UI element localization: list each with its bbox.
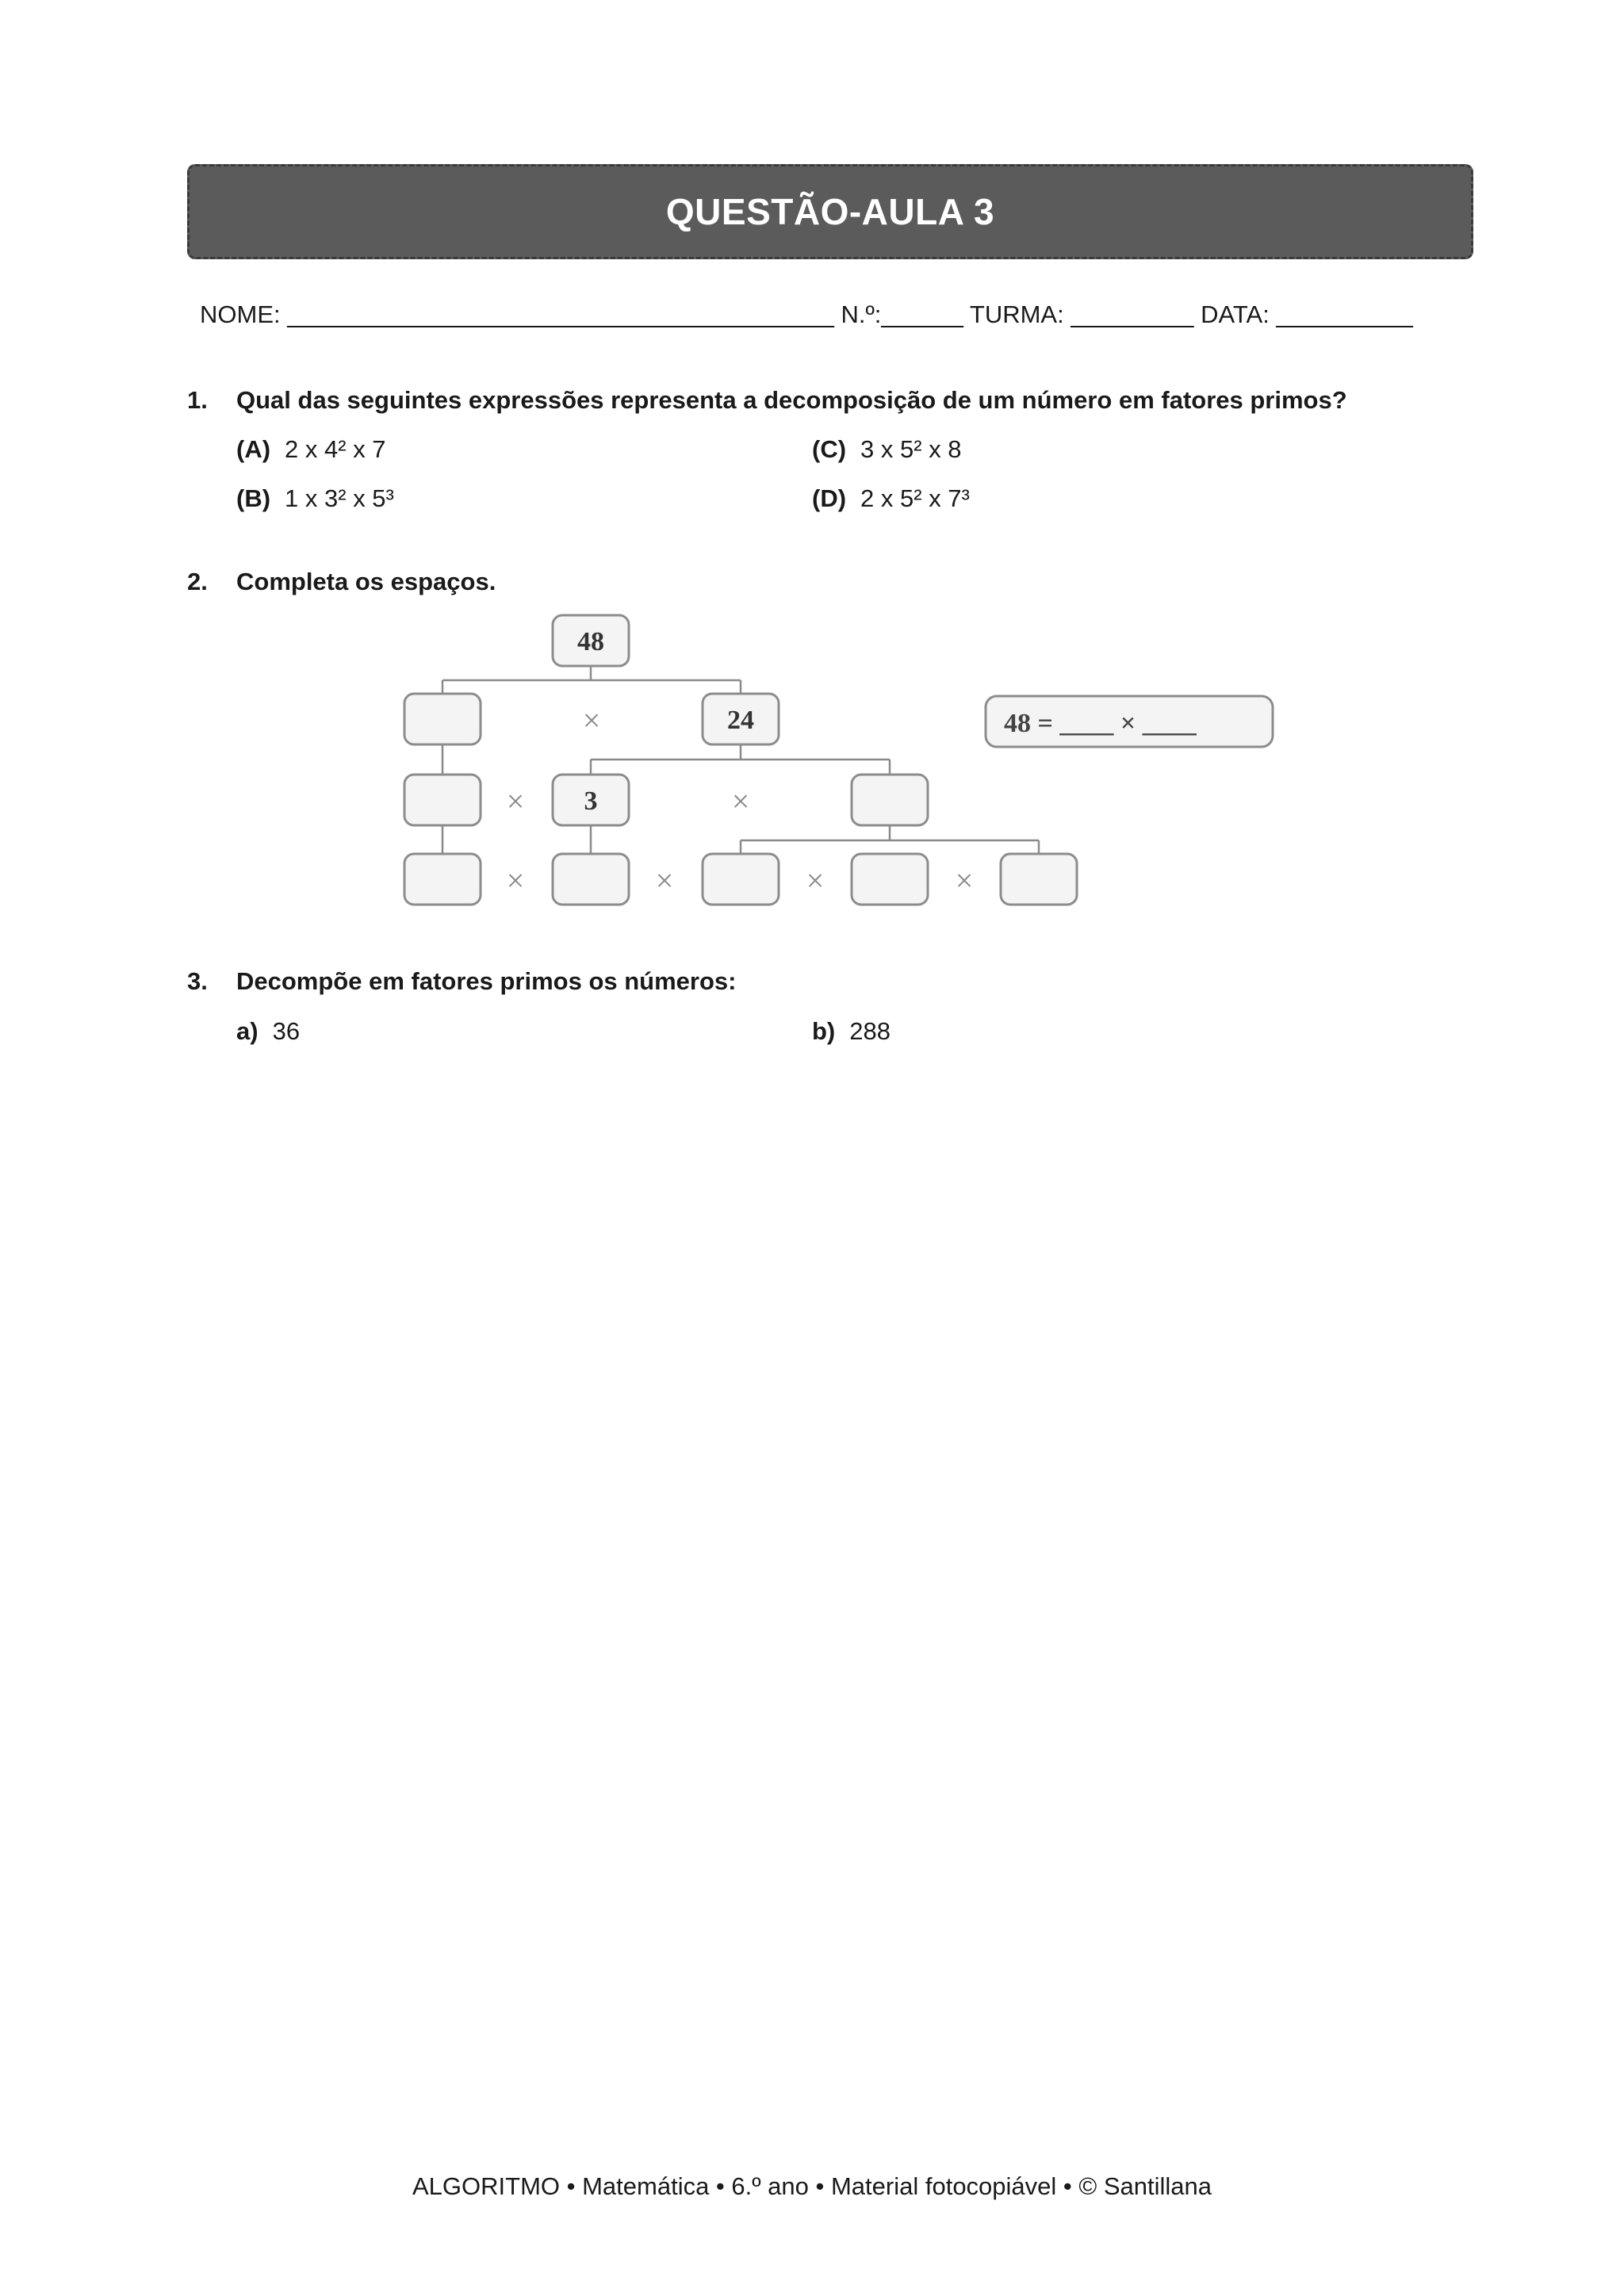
tree-box-l3-4 — [852, 854, 928, 905]
times-sign: × — [955, 863, 974, 898]
item-b — [812, 1017, 891, 1046]
student-fields-line: NOME: ________________________________________ N.º:______ TURMA: _________ DATA: __________ — [200, 300, 1413, 328]
tree-root-value: 48 — [577, 627, 604, 656]
tree-box-l3-3 — [703, 854, 779, 905]
tree-box-l3-5 — [1001, 854, 1077, 905]
times-sign: × — [582, 702, 601, 738]
page-footer: ALGORITMO • Matemática • 6.º ano • Material fotocopiável • © Santillana — [412, 2172, 1212, 2200]
page-title: QUESTÃO-AULA 3 — [665, 191, 995, 232]
question-1-number: 1. — [187, 386, 208, 414]
option-b-label: (B) — [236, 484, 271, 512]
factor-tree-diagram — [0, 0, 1624, 951]
question-2-text: Completa os espaços. — [236, 568, 496, 595]
times-sign: × — [506, 783, 525, 819]
item-a-label: a) — [236, 1017, 259, 1045]
tree-l1-right-value: 24 — [727, 706, 754, 735]
question-2-number: 2. — [187, 568, 208, 595]
option-c-label: (C) — [812, 435, 847, 463]
option-b-expression: 1 x 3² x 5³ — [285, 484, 394, 512]
option-c-expression: 3 x 5² x 8 — [860, 435, 962, 463]
tree-box-l2-right — [852, 775, 928, 825]
item-b-label: b) — [812, 1017, 836, 1045]
tree-box-l3-2 — [553, 854, 629, 905]
question-3-text: Decompõe em fatores primos os números: — [236, 967, 737, 995]
question-3-number: 3. — [187, 967, 208, 995]
tree-box-l1-left — [404, 694, 481, 744]
item-b-value: 288 — [849, 1017, 891, 1045]
option-d-expression: 2 x 5² x 7³ — [860, 484, 970, 512]
question-1-text: Qual das seguintes expressões representa a decomposição de um número em fatores primos? — [236, 386, 1347, 414]
option-d-label: (D) — [812, 484, 847, 512]
times-sign: × — [655, 863, 674, 898]
item-a-value: 36 — [272, 1017, 301, 1045]
tree-box-l2-left — [404, 775, 481, 825]
times-sign: × — [506, 863, 525, 898]
item-a — [236, 1017, 300, 1046]
tree-box-l3-1 — [404, 854, 481, 905]
option-a-label: (A) — [236, 435, 271, 463]
tree-l2-middle-value: 3 — [584, 786, 598, 816]
times-sign: × — [731, 783, 750, 819]
equation-text: 48 = ____ × ____ — [1004, 709, 1197, 738]
option-a-expression: 2 x 4² x 7 — [285, 435, 386, 463]
times-sign: × — [806, 863, 825, 898]
